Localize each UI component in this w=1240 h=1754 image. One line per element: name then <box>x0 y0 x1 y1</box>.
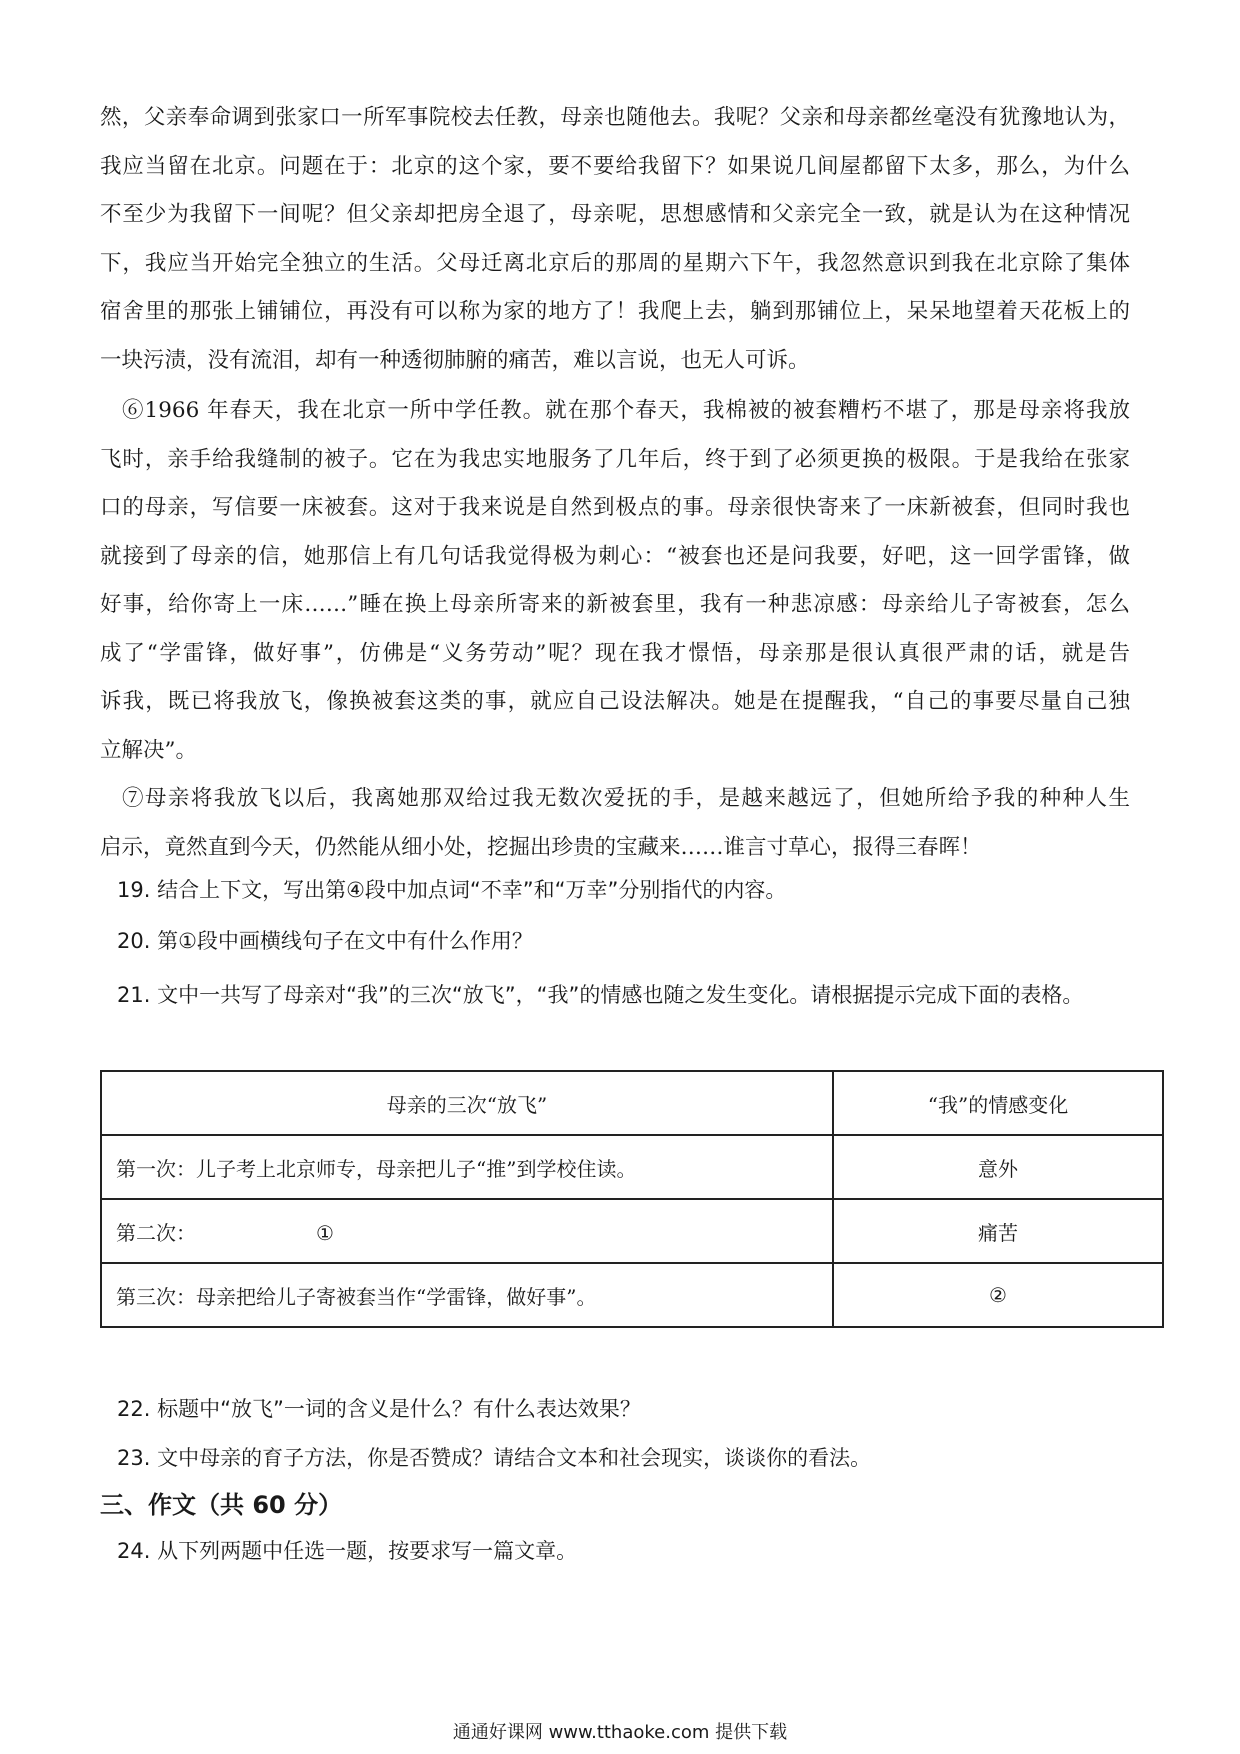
answer-table <box>100 1070 1164 1328</box>
table-header-left: 母亲的三次“放飞” <box>101 1071 833 1135</box>
table-cell-right: 意外 <box>833 1135 1163 1199</box>
table-row <box>101 1135 1163 1199</box>
question-20: 20. 第①段中画横线句子在文中有什么作用？ <box>117 929 533 953</box>
table-cell-left <box>101 1199 833 1263</box>
text-line: ⑥1966 年春天，我在北京一所中学任教。就在那个春天，我棉被的被套糟朽不堪了，那是母亲将我放 <box>122 398 1130 423</box>
text-line: 宿舍里的那张上铺铺位，再没有可以称为家的地方了！我爬上去，躺到那铺位上，呆呆地望着天花板上的 <box>100 299 1130 324</box>
footer-text: 通通好课网 www.tthaoke.com 提供下载 <box>452 1722 788 1743</box>
text-line: 就接到了母亲的信，她那信上有几句话我觉得极为刺心：“被套也还是问我要，好吧，这一回学雷锋，做 <box>100 543 1130 569</box>
text-line: 立解决”。 <box>100 737 197 763</box>
section-heading: 三、作文（共 60 分） <box>100 1491 343 1519</box>
question-22: 22. 标题中“放飞”一词的含义是什么？有什么表达效果？ <box>117 1397 641 1421</box>
text-line: 诉我，既已将我放飞，像换被套这类的事，就应自己设法解决。她是在提醒我，“自己的事要尽量自己独 <box>100 689 1130 714</box>
question-21: 21. 文中一共写了母亲对“我”的三次“放飞”，“我”的情感也随之发生变化。请根据提示完成下面的表格。 <box>117 983 1084 1007</box>
table-cell-left <box>101 1135 833 1199</box>
row-text: 第二次： <box>116 1220 196 1245</box>
table-header-right: “我”的情感变化 <box>833 1071 1163 1135</box>
paragraph-7 <box>100 775 1130 872</box>
text-line: 不至少为我留下一间呢？但父亲却把房全退了，母亲呢，思想感情和父亲完全一致，就是认为在这种情况 <box>100 202 1130 227</box>
table-cell-right: ② <box>833 1263 1163 1327</box>
text-line: 成了“学雷锋，做好事”，仿佛是“义务劳动”呢？现在我才憬悟，母亲那是很认真很严肃的话，就是告 <box>100 640 1130 666</box>
question-24: 24. 从下列两题中任选一题，按要求写一篇文章。 <box>117 1539 578 1563</box>
row-text: 第三次：母亲把给儿子寄被套当作“学雷锋，做好事”。 <box>116 1284 597 1309</box>
text-line: 下，我应当开始完全独立的生活。父母迁离北京后的那周的星期六下午，我忽然意识到我在北京除了集体 <box>100 250 1130 276</box>
paragraph-6 <box>100 387 1130 775</box>
text-line: 启示，竟然直到今天，仍然能从细小处，挖掘出珍贵的宝藏来……谁言寸草心，报得三春晖！ <box>100 834 982 860</box>
row-text: 第一次：儿子考上北京师专，母亲把儿子“推”到学校住读。 <box>116 1156 637 1181</box>
table-cell-left <box>101 1263 833 1327</box>
question-23: 23. 文中母亲的育子方法，你是否赞成？请结合文本和社会现实，谈谈你的看法。 <box>117 1446 872 1470</box>
text-line: 好事，给你寄上一床……”睡在换上母亲所寄来的新被套里，我有一种悲凉感：母亲给儿子寄被套，怎么 <box>100 592 1130 617</box>
table-cell-right: 痛苦 <box>833 1199 1163 1263</box>
question-19: 19. 结合上下文，写出第④段中加点词“不幸”和“万幸”分别指代的内容。 <box>117 878 787 902</box>
text-line: 飞时，亲手给我缝制的被子。它在为我忠实地服务了几年后，终于到了必须更换的极限。于是我给在张家 <box>100 446 1130 472</box>
table-row <box>101 1199 1163 1263</box>
text-line: ⑦母亲将我放飞以后，我离她那双给过我无数次爱抚的手，是越来越远了，但她所给予我的种种人生 <box>122 786 1130 811</box>
paragraph-5 <box>100 94 1130 385</box>
text-line: 我应当留在北京。问题在于：北京的这个家，要不要给我留下？如果说几间屋都留下太多，那么，为什么 <box>100 153 1130 179</box>
text-line: 然，父亲奉命调到张家口一所军事院校去任教，母亲也随他去。我呢？父亲和母亲都丝毫没有犹豫地认为， <box>100 105 1130 130</box>
blank-marker-1: ① <box>316 1220 334 1245</box>
text-line: 口的母亲，写信要一床被套。这对于我来说是自然到极点的事。母亲很快寄来了一床新被套，但同时我也 <box>100 495 1130 520</box>
text-line: 一块污渍，没有流泪，却有一种透彻肺腑的痛苦，难以言说，也无人可诉。 <box>100 347 810 373</box>
table-header-row <box>101 1071 1163 1135</box>
table-row <box>101 1263 1163 1327</box>
